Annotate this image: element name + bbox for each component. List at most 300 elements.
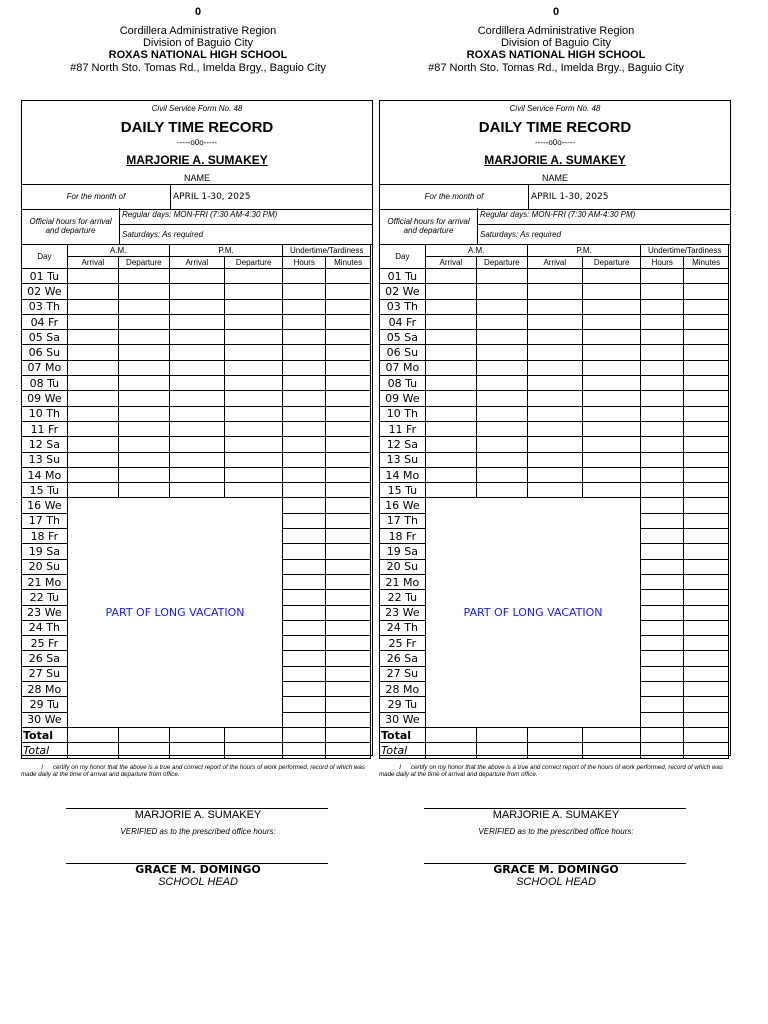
time-cell — [283, 452, 326, 467]
time-cell — [641, 574, 684, 589]
time-cell — [684, 299, 729, 314]
table-row — [22, 314, 371, 329]
month-label: For the month of — [22, 185, 171, 209]
time-cell — [582, 467, 640, 482]
form-number: Civil Service Form No. 48 — [509, 104, 601, 113]
am-header: A.M. — [425, 245, 527, 257]
time-cell — [283, 574, 326, 589]
time-cell — [119, 376, 170, 391]
month-row — [380, 184, 730, 210]
day-cell: 10 Th — [22, 406, 68, 421]
day-cell: 28 Mo — [22, 682, 68, 697]
pm-departure-header: Departure — [582, 257, 640, 269]
time-cell — [684, 559, 729, 574]
day-cell: 17 Th — [22, 513, 68, 528]
time-cell — [283, 330, 326, 345]
time-cell — [169, 376, 224, 391]
time-cell — [582, 421, 640, 436]
time-cell — [582, 483, 640, 498]
day-cell: 18 Fr — [22, 529, 68, 544]
day-cell: 01 Tu — [22, 269, 68, 284]
time-cell — [527, 299, 582, 314]
division-label: Division of Baguio City — [500, 37, 612, 49]
time-cell — [425, 467, 476, 482]
time-cell — [582, 406, 640, 421]
time-cell — [684, 345, 729, 360]
time-cell — [67, 437, 118, 452]
time-cell — [119, 330, 170, 345]
day-cell: 12 Sa — [22, 437, 68, 452]
day-cell: 06 Su — [380, 345, 426, 360]
certification-body: certify on my honor that the above is a true and correct report of the hours of work performed, record of which was made daily at the time of arrival and departure from office. — [379, 764, 723, 778]
time-cell — [684, 269, 729, 284]
division-label: Division of Baguio City — [142, 37, 254, 49]
name-label: NAME — [183, 173, 210, 183]
time-cell — [641, 345, 684, 360]
time-cell — [119, 345, 170, 360]
total-row-italic — [22, 743, 371, 758]
time-cell — [224, 437, 282, 452]
time-cell — [527, 314, 582, 329]
time-cell — [283, 666, 326, 681]
time-cell — [283, 559, 326, 574]
time-cell — [67, 269, 118, 284]
time-cell — [283, 360, 326, 375]
time-cell — [326, 697, 371, 712]
time-cell — [224, 330, 282, 345]
day-cell: 29 Tu — [22, 697, 68, 712]
time-cell — [527, 391, 582, 406]
total-cell — [119, 727, 170, 742]
time-cell — [326, 559, 371, 574]
time-cell — [283, 421, 326, 436]
time-cell — [169, 483, 224, 498]
table-row — [22, 452, 371, 467]
undertime-header: Undertime/Tardiness — [283, 245, 371, 257]
day-cell: 14 Mo — [22, 467, 68, 482]
time-cell — [119, 391, 170, 406]
time-cell — [582, 284, 640, 299]
time-cell — [326, 345, 371, 360]
time-cell — [527, 360, 582, 375]
total-cell — [224, 727, 282, 742]
time-cell — [169, 467, 224, 482]
time-cell — [119, 299, 170, 314]
regular-days: Regular days: MON-FRI (7:30 AM-4:30 PM) — [120, 208, 372, 225]
day-cell: 09 We — [22, 391, 68, 406]
time-cell — [425, 269, 476, 284]
time-cell — [283, 483, 326, 498]
time-cell — [477, 421, 528, 436]
total-cell — [67, 743, 118, 758]
time-cell — [477, 360, 528, 375]
form-number: Civil Service Form No. 48 — [151, 104, 243, 113]
time-cell — [224, 452, 282, 467]
time-cell — [326, 269, 371, 284]
time-cell — [641, 391, 684, 406]
time-cell — [425, 314, 476, 329]
time-cell — [283, 682, 326, 697]
total-cell — [326, 727, 371, 742]
day-cell: 09 We — [380, 391, 426, 406]
time-cell — [326, 682, 371, 697]
time-cell — [283, 651, 326, 666]
day-cell: 21 Mo — [380, 574, 426, 589]
time-cell — [283, 269, 326, 284]
time-cell — [67, 314, 118, 329]
time-cell — [684, 620, 729, 635]
time-cell — [326, 590, 371, 605]
day-cell: 17 Th — [380, 513, 426, 528]
time-cell — [326, 636, 371, 651]
total-cell — [477, 743, 528, 758]
verified-label: VERIFIED as to the prescribed office hours: — [478, 827, 634, 836]
total-cell — [119, 743, 170, 758]
table-row — [380, 452, 729, 467]
time-cell — [326, 452, 371, 467]
time-cell — [326, 605, 371, 620]
time-cell — [684, 467, 729, 482]
school-address: #87 North Sto. Tomas Rd., Imelda Brgy., Baguio City — [428, 62, 684, 74]
total-cell — [527, 727, 582, 742]
time-cell — [67, 391, 118, 406]
day-cell: 12 Sa — [380, 437, 426, 452]
table-row — [380, 498, 729, 513]
time-cell — [477, 345, 528, 360]
time-cell — [527, 330, 582, 345]
time-cell — [425, 330, 476, 345]
time-cell — [641, 529, 684, 544]
day-cell: 28 Mo — [380, 682, 426, 697]
time-cell — [641, 421, 684, 436]
school-head-title: SCHOOL HEAD — [516, 876, 596, 888]
day-cell: 18 Fr — [380, 529, 426, 544]
day-cell: 25 Fr — [22, 636, 68, 651]
total-cell — [169, 727, 224, 742]
day-cell: 10 Th — [380, 406, 426, 421]
table-row — [22, 330, 371, 345]
day-header: Day — [22, 245, 68, 269]
time-cell — [684, 513, 729, 528]
day-cell: 04 Fr — [380, 314, 426, 329]
table-row — [380, 437, 729, 452]
time-cell — [119, 314, 170, 329]
time-cell — [326, 498, 371, 513]
time-cell — [169, 391, 224, 406]
time-cell — [582, 299, 640, 314]
time-cell — [684, 284, 729, 299]
certification-text — [21, 764, 375, 778]
time-cell — [224, 376, 282, 391]
time-cell — [326, 376, 371, 391]
day-cell: 15 Tu — [380, 483, 426, 498]
certification-text — [379, 764, 733, 778]
time-cell — [119, 467, 170, 482]
time-cell — [425, 376, 476, 391]
certification-i: I — [41, 764, 43, 771]
time-cell — [582, 437, 640, 452]
official-hours-row — [22, 208, 372, 245]
time-cell — [169, 437, 224, 452]
time-cell — [477, 437, 528, 452]
region-label: Cordillera Administrative Region — [477, 25, 635, 37]
time-cell — [527, 467, 582, 482]
time-cell — [684, 697, 729, 712]
am-arrival-header: Arrival — [67, 257, 118, 269]
table-row — [380, 360, 729, 375]
time-cell — [224, 421, 282, 436]
table-row — [22, 483, 371, 498]
time-cell — [326, 544, 371, 559]
time-cell — [641, 666, 684, 681]
time-cell — [582, 330, 640, 345]
time-cell — [224, 360, 282, 375]
time-cell — [684, 682, 729, 697]
verified-label: VERIFIED as to the prescribed office hours: — [120, 827, 276, 836]
time-cell — [67, 360, 118, 375]
employee-name: MARJORIE A. SUMAKEY — [126, 153, 268, 167]
day-cell: 22 Tu — [380, 590, 426, 605]
time-cell — [283, 544, 326, 559]
total-cell — [425, 727, 476, 742]
certification-body: certify on my honor that the above is a true and correct report of the hours of work performed, record of which was made daily at the time of arrival and departure from office. — [21, 764, 365, 778]
time-record-table — [379, 244, 729, 759]
table-row — [380, 345, 729, 360]
day-cell: 16 We — [380, 498, 426, 513]
time-cell — [67, 330, 118, 345]
time-cell — [684, 574, 729, 589]
total-cell — [641, 743, 684, 758]
employee-signature-name: MARJORIE A. SUMAKEY — [134, 809, 262, 821]
time-cell — [477, 391, 528, 406]
day-cell: 20 Su — [380, 559, 426, 574]
time-cell — [224, 269, 282, 284]
table-row — [380, 421, 729, 436]
day-cell: 16 We — [22, 498, 68, 513]
time-cell — [641, 406, 684, 421]
saturdays: Saturdays: As required — [122, 230, 204, 239]
pm-arrival-header: Arrival — [169, 257, 224, 269]
school-head-name: GRACE M. DOMINGO — [493, 863, 619, 876]
time-cell — [641, 620, 684, 635]
time-cell — [684, 651, 729, 666]
time-cell — [582, 314, 640, 329]
pm-arrival-header: Arrival — [527, 257, 582, 269]
time-cell — [684, 452, 729, 467]
time-cell — [326, 529, 371, 544]
time-cell — [477, 269, 528, 284]
time-cell — [641, 498, 684, 513]
employee-name: MARJORIE A. SUMAKEY — [484, 153, 626, 167]
month-value: APRIL 1-30, 2025 — [531, 192, 609, 202]
certification-i: I — [399, 764, 401, 771]
day-cell: 08 Tu — [22, 376, 68, 391]
time-cell — [224, 314, 282, 329]
day-header: Day — [380, 245, 426, 269]
table-row — [22, 467, 371, 482]
time-cell — [119, 483, 170, 498]
time-cell — [582, 391, 640, 406]
day-cell: 04 Fr — [22, 314, 68, 329]
table-row — [380, 483, 729, 498]
time-cell — [477, 330, 528, 345]
form-title: DAILY TIME RECORD — [120, 119, 274, 136]
month-value: APRIL 1-30, 2025 — [173, 192, 251, 202]
time-cell — [477, 284, 528, 299]
time-cell — [283, 605, 326, 620]
day-cell: 27 Su — [380, 666, 426, 681]
time-cell — [641, 360, 684, 375]
day-cell: 20 Su — [22, 559, 68, 574]
total-cell — [326, 743, 371, 758]
time-cell — [224, 299, 282, 314]
day-cell: 19 Sa — [380, 544, 426, 559]
time-cell — [582, 376, 640, 391]
time-cell — [425, 421, 476, 436]
day-cell: 26 Sa — [22, 651, 68, 666]
time-cell — [67, 452, 118, 467]
time-cell — [326, 360, 371, 375]
time-cell — [283, 437, 326, 452]
time-cell — [326, 437, 371, 452]
day-cell: 11 Fr — [380, 421, 426, 436]
time-cell — [169, 345, 224, 360]
time-cell — [425, 483, 476, 498]
time-cell — [283, 284, 326, 299]
time-cell — [684, 590, 729, 605]
time-cell — [477, 376, 528, 391]
time-cell — [684, 314, 729, 329]
time-cell — [527, 421, 582, 436]
time-cell — [119, 452, 170, 467]
time-cell — [527, 452, 582, 467]
time-cell — [224, 284, 282, 299]
day-cell: 06 Su — [22, 345, 68, 360]
day-cell: 05 Sa — [22, 330, 68, 345]
official-hours-label: Official hours for arrival and departure — [380, 208, 478, 244]
day-cell: 23 We — [380, 605, 426, 620]
time-cell — [477, 483, 528, 498]
day-cell: 29 Tu — [380, 697, 426, 712]
total-label: Total — [22, 727, 68, 742]
minutes-header: Minutes — [326, 257, 371, 269]
time-cell — [684, 544, 729, 559]
day-cell: 15 Tu — [22, 483, 68, 498]
table-row — [22, 269, 371, 284]
time-cell — [169, 452, 224, 467]
pm-header: P.M. — [169, 245, 283, 257]
time-cell — [641, 544, 684, 559]
time-cell — [641, 636, 684, 651]
table-row — [22, 391, 371, 406]
time-cell — [425, 391, 476, 406]
time-cell — [119, 360, 170, 375]
time-cell — [326, 620, 371, 635]
total-cell — [283, 743, 326, 758]
time-cell — [224, 467, 282, 482]
total-cell — [425, 743, 476, 758]
total-cell — [169, 743, 224, 758]
total-label: Total — [22, 743, 68, 758]
day-cell: 02 We — [380, 284, 426, 299]
table-row — [380, 299, 729, 314]
table-row — [22, 299, 371, 314]
hours-header: Hours — [641, 257, 684, 269]
time-cell — [477, 452, 528, 467]
day-cell: 07 Mo — [22, 360, 68, 375]
time-cell — [67, 406, 118, 421]
time-cell — [224, 345, 282, 360]
day-cell: 30 We — [380, 712, 426, 727]
time-cell — [641, 314, 684, 329]
time-cell — [641, 299, 684, 314]
official-hours-row — [380, 208, 730, 245]
time-cell — [684, 636, 729, 651]
employee-signature-name: MARJORIE A. SUMAKEY — [492, 809, 620, 821]
name-label: NAME — [541, 173, 568, 183]
time-cell — [169, 284, 224, 299]
time-cell — [425, 360, 476, 375]
day-cell: 03 Th — [22, 299, 68, 314]
total-row-italic — [380, 743, 729, 758]
total-cell — [684, 727, 729, 742]
region-label: Cordillera Administrative Region — [119, 25, 277, 37]
time-cell — [641, 284, 684, 299]
time-cell — [641, 605, 684, 620]
time-cell — [641, 467, 684, 482]
time-cell — [582, 345, 640, 360]
time-cell — [641, 682, 684, 697]
time-cell — [527, 437, 582, 452]
time-cell — [641, 452, 684, 467]
month-row — [22, 184, 372, 210]
time-cell — [169, 421, 224, 436]
time-cell — [684, 376, 729, 391]
title-separator: -----o0o----- — [535, 138, 575, 147]
time-cell — [67, 284, 118, 299]
table-row — [380, 376, 729, 391]
time-cell — [119, 406, 170, 421]
time-cell — [582, 360, 640, 375]
time-cell — [641, 559, 684, 574]
total-label: Total — [380, 727, 426, 742]
time-cell — [527, 269, 582, 284]
table-row — [380, 467, 729, 482]
table-row — [22, 376, 371, 391]
time-cell — [169, 330, 224, 345]
time-cell — [283, 712, 326, 727]
time-cell — [641, 513, 684, 528]
time-cell — [425, 299, 476, 314]
regular-days: Regular days: MON-FRI (7:30 AM-4:30 PM) — [478, 208, 730, 225]
time-cell — [119, 269, 170, 284]
time-cell — [283, 498, 326, 513]
time-cell — [326, 712, 371, 727]
day-cell: 21 Mo — [22, 574, 68, 589]
day-cell: 24 Th — [22, 620, 68, 635]
time-cell — [283, 697, 326, 712]
time-cell — [326, 284, 371, 299]
time-cell — [283, 345, 326, 360]
school-head-name: GRACE M. DOMINGO — [135, 863, 261, 876]
saturdays: Saturdays: As required — [480, 230, 562, 239]
day-cell: 13 Su — [380, 452, 426, 467]
am-arrival-header: Arrival — [425, 257, 476, 269]
table-row — [380, 406, 729, 421]
time-cell — [283, 590, 326, 605]
time-cell — [684, 712, 729, 727]
day-cell: 02 We — [22, 284, 68, 299]
